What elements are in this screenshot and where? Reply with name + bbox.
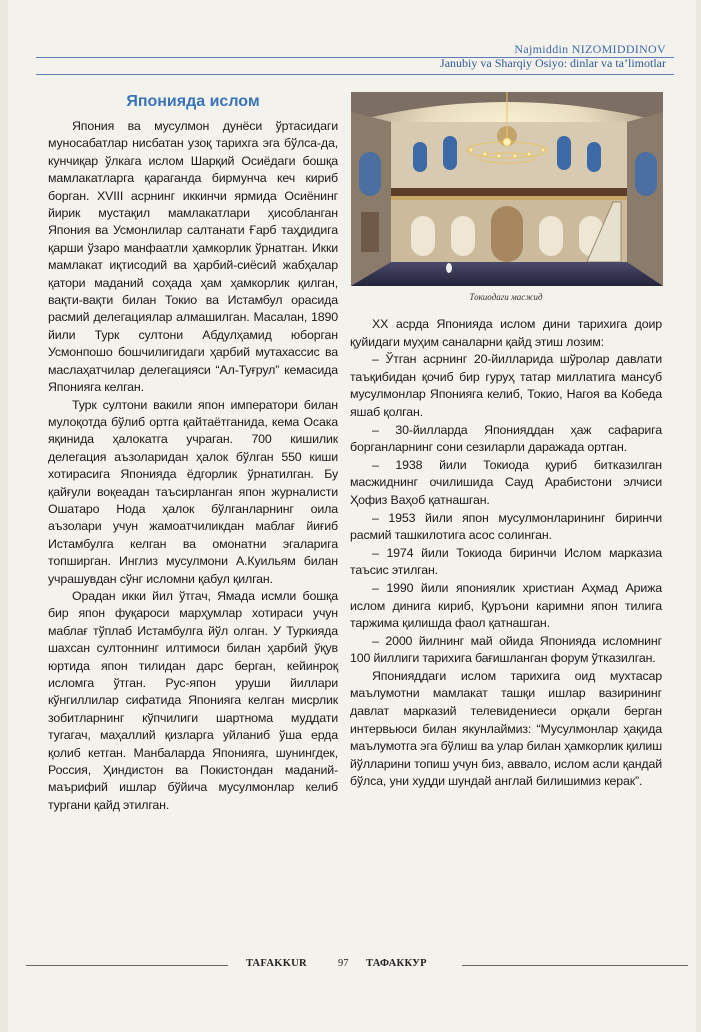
page xyxy=(8,0,696,1032)
running-header xyxy=(8,42,696,70)
left-column xyxy=(48,92,338,814)
mosque-interior-photo xyxy=(351,92,663,286)
paragraph: Орадан икки йил ўтгач, Ямада исмли бошқа бир япон фуқароси марҳумлар хотираси учун маблағ тўплаб Истамбулга йўл олган. У Туркияда шахсан султоннинг илтимоси билан ҳарбий ўқув юртида япон тилидан дарс берган, кейинроқ исломга ўтган. Рус-япон уруши йиллари кўнгиллилар сифатида Японияга келган мисрлик зобитларнинг кўпчилиги шартнома муддати тугагач, маҳаллий қизларга уйланиб ўша ерда қолиб кетган. Манбаларда Японияга, шунингдек, Россия, Ҳиндистон ва Покистондан маданий-маърифий ишлар бўйича мусулмонлар келиб тургани қайд этилган. xyxy=(48,588,338,812)
paragraph: Япония ва мусулмон дунёси ўртасидаги муносабатлар нисбатан узоқ тарихга эга бўлса-да, кунчиқар ўлкага ислом Шарқий Осиёдаги бошқа мамлакатларга қараганда бирмунча кеч кириб борган. XVIII асрнинг иккинчи ярмида Осиёнинг йирик мустақил мамлакатлари ҳисобланган Япония ва Усмонлилар салтанати Ғарб таҳдидига қарши ўзаро манфаатли ҳамкорлик ўрнатган. Икки мамлакат иқтисодий ва ҳарбий-сиёсий жабҳалар қатори маданий соҳада ҳам ҳамкорлик қилган, вақти-вақти билан Токио ва Истамбул орасида расмий делегациялар алмашилган. Масалан, 1890 йили Турк султони Абдулҳамид юборган Усмонпошо бошчилигидаги ҳарбий мутахассис ва маслаҳатчилар делегацияси “Ал-Туғрул” кемасида Японияга келган. xyxy=(48,119,338,395)
list-item: – 1938 йили Токиода қуриб битказилган масжиднинг очилишида Сауд Арабистони элчиси Ҳофиз Ваҳоб қатнашган. xyxy=(350,457,662,507)
page-number: 97 xyxy=(338,958,349,969)
list-item: – Ўтган асрнинг 20-йилларида шўролар давлати таъқибидан қочиб бир гуруҳ татар миллатига мансуб мусулмонлар Японияга келиб, Токио, Нагоя ва Кобеда яшаб қолган. xyxy=(350,352,662,419)
footer-label-cyrillic: ТАФАККУР xyxy=(366,958,427,969)
list-item: – 2000 йилнинг май ойида Японияда исломнинг 100 йиллиги тарихига бағишланган форум ўтказилган. xyxy=(350,633,662,666)
paragraph: XX асрда Японияда ислом дини тарихига доир қуйидаги муҳим саналарни қайд этиш лозим: xyxy=(350,317,662,349)
list-item: – 1953 йили япон мусулмонларининг биринчи расмий ташкилотига асос солинган. xyxy=(350,510,662,543)
right-column xyxy=(350,92,662,791)
article-title: Японияда ислом xyxy=(126,93,260,110)
paragraph: Японияддаги ислом тарихига оид мухтасар маълумотни мамлакат ташқи ишлар вазирининг давлат марказий телевидениеси орқали берган интервьюси билан якунлаймиз: “Мусулмонлар ҳақида маълумотга эга бўлиш ва улар билан ҳамкорлик қилиш йўлларини топиш учун биз, аввало, ислом асли қандай бўлса, уни худди шундай англай билишимиз керак”. xyxy=(350,668,662,789)
page-footer xyxy=(26,958,680,972)
header-subtitle: Janubiy va Sharqiy Osiyo: dinlar va ta’limotlar xyxy=(440,56,666,70)
list-item: – 1974 йили Токиода биринчи Ислом марказиа таъсис этилган. xyxy=(350,545,662,578)
list-item: – 30-йилларда Японияддан ҳаж сафарига борганларнинг сони сезиларли даражада ортган. xyxy=(350,422,662,455)
header-author: Najmiddin NIZOMIDDINOV xyxy=(514,42,666,56)
header-rule-top xyxy=(36,57,674,58)
paragraph: Турк султони вакили япон императори билан мулоқотда бўлиб ортга қайтаётганида, кема Осака яқинида ҳалокатга учраган. 700 кишилик делегация аъзоларидан ҳалок бўлган 550 киши хотирасига Японияда ёдгорлик ўрнатилган. Бу қайғули воқеадан таъсирланган япон журналисти Ошатаро Нода ҳалок бўлганларнинг оила аъзолари учун жамоатчиликдан маблағ йиғиб Истамбулга келган ва омонатни эгаларига топширган. Инглиз мусулмони А.Куильям билан учрашувдан сўнг исломни қабул қилган. xyxy=(48,397,338,586)
photo-caption: Токиодаги масжид xyxy=(469,292,543,302)
list-item: – 1990 йили япониялик христиан Аҳмад Арижа ислом динига кириб, Қуръони каримни япон тилига таржима қилишда фаол қатнашган. xyxy=(350,580,662,631)
footer-rule-left xyxy=(26,965,228,966)
header-rule-bottom xyxy=(36,74,674,75)
footer-rule-right xyxy=(462,965,688,966)
footer-label-latin: TAFAKKUR xyxy=(246,958,307,969)
